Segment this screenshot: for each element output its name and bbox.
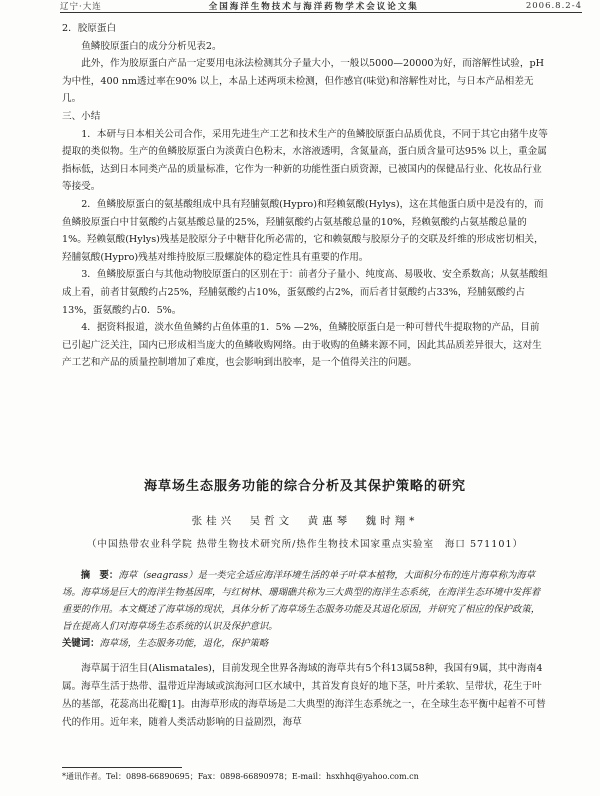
section2-paragraph-2: 此外，作为胶原蛋白产品一定要用电泳法检测其分子量大小，一般以5000—20000为好，而溶解性试验，pH为中性，400 nm透过率在90% 以上，本品上述两项未检测，但作感官(味觉)和溶解性对比，与日本产品相差无几。 bbox=[62, 58, 544, 105]
intro-paragraph: 海草属于沼生目(Alismatales)，目前发现全世界各海域的海草共有5个科13属58种，我国有9属，其中海南4属。海草生活于热带、温带近岸海域或滨海河口区水域中，其首发育良好的地下茎，叶片柔软、呈带状，花生于叶丛的基部，花蕊高出花瓣[1]。由海草形成的海草场是二大典型的海洋生态系统之一，在全球生态平衡中起着不可替代的作用。近年来，随着人类活动影响的日益剧烈，海草 bbox=[62, 663, 546, 728]
section2-paragraph-1: 鱼鳞胶原蛋白的成分分析见表2。 bbox=[81, 40, 222, 52]
header-proceedings-title: 全国海洋生物技术与海洋药物学术会议论文集 bbox=[208, 2, 419, 12]
paper1-continuation bbox=[62, 20, 548, 372]
keywords-line bbox=[62, 635, 548, 652]
abstract-text: 海草（seagrass）是一类完全适应海洋环境生活的单子叶草本植物，大面积分布的连片海草称为海草场。海草场是巨大的海洋生物基因库，与红树林、珊瑚礁共称为三大典型的海洋生态系统，在海洋生态环境中发挥着重要的作用。本文概述了海草场的现状，具体分析了海草场生态服务功能及其退化原因，并研究了相应的保护政策，旨在提高人们对海草场生态系统的认识及保护意识。 bbox=[62, 570, 541, 632]
paper-authors: 张桂兴 吴哲文 黄惠琴 魏时翔* bbox=[191, 515, 419, 527]
abstract-paragraph bbox=[62, 567, 548, 635]
footnote: *通讯作者。Tel：0898-66890695；Fax：0898-66890978；E-mail：hsxhhq@yahoo.com.cn bbox=[62, 772, 419, 781]
footnote-divider bbox=[62, 767, 182, 768]
paper-title: 海草场生态服务功能的综合分析及其保护策略的研究 bbox=[143, 479, 466, 494]
summary-item: 4．据资料报道，淡水鱼鱼鳞约占鱼体重的1．5% —2%，鱼鳞胶原蛋白是一种可替代牛提取物的产品，目前已引起广泛关注，国内已形成相当庞大的鱼鳞收购网络。由于收购的鱼鳞来源不同，因此其品质差异很大，这对生产工艺和产品的质量控制增加了难度，也会影响到出胶率，是一个值得关注的问题。 bbox=[62, 322, 542, 369]
summary-item: 1．本研与日本相关公司合作，采用先进生产工艺和技术生产的鱼鳞胶原蛋白品质优良，不同于其它由猪牛皮等提取的类似物。生产的鱼鳞胶原蛋白为淡黄白色粉末，水溶液透明，含氮量高，蛋白质含量可达95% 以上，重金属指标低，达到日本同类产品的质量标准，它作为一种新的功能性蛋白质资源，已被国内的保健品行业、化妆品行业等接受。 bbox=[62, 128, 548, 193]
paper2-body bbox=[62, 660, 548, 732]
paper-affiliation: （中国热带农业科学院 热带生物技术研究所/热作生物技术国家重点实验室 海口 571101） bbox=[86, 539, 524, 550]
summary-item: 3．鱼鳞胶原蛋白与其他动物胶原蛋白的区别在于：前者分子量小、纯度高、易吸收、安全系数高；从氨基酸组成上看，前者甘氨酸约占25%，羟脯氨酸约占10%，蛋氨酸约占2%，而后者甘氨酸约占33%，羟脯氨酸约占13%，蛋氨酸约占0．5%。 bbox=[62, 269, 548, 316]
header-date: 2006.8.2-4 bbox=[525, 1, 582, 11]
header-location: 辽宁·大连 bbox=[60, 2, 102, 12]
keywords-label: 关键词： bbox=[62, 638, 100, 649]
running-header bbox=[60, 0, 582, 13]
section2-heading: 2．胶原蛋白 bbox=[62, 23, 117, 34]
abstract-label: 摘 要： bbox=[80, 570, 119, 581]
section3-heading: 三、小结 bbox=[62, 110, 101, 122]
abstract-block bbox=[62, 567, 548, 652]
keywords-text: 海草场，生态服务功能，退化，保护策略 bbox=[99, 638, 269, 649]
summary-item: 2．鱼鳞胶原蛋白的氨基酸组成中具有羟脯氨酸(Hypro)和羟赖氨酸(Hylys)，这在其他蛋白质中是没有的，而鱼鳞胶原蛋白中甘氨酸约占氨基酸总量的25%，羟脯氨酸约占氨基酸总量的10%，羟赖氨酸约占氨基酸总量的1%。羟赖氨酸(Hylys)残基是胶原分子中糖苷化所必需的，它和赖氨酸与胶原分子的交联及纤维的形成密切相关，羟脯氨酸(Hypro)残基对维持胶原三股螺旋体的稳定性具有重要的作用。 bbox=[62, 198, 544, 263]
